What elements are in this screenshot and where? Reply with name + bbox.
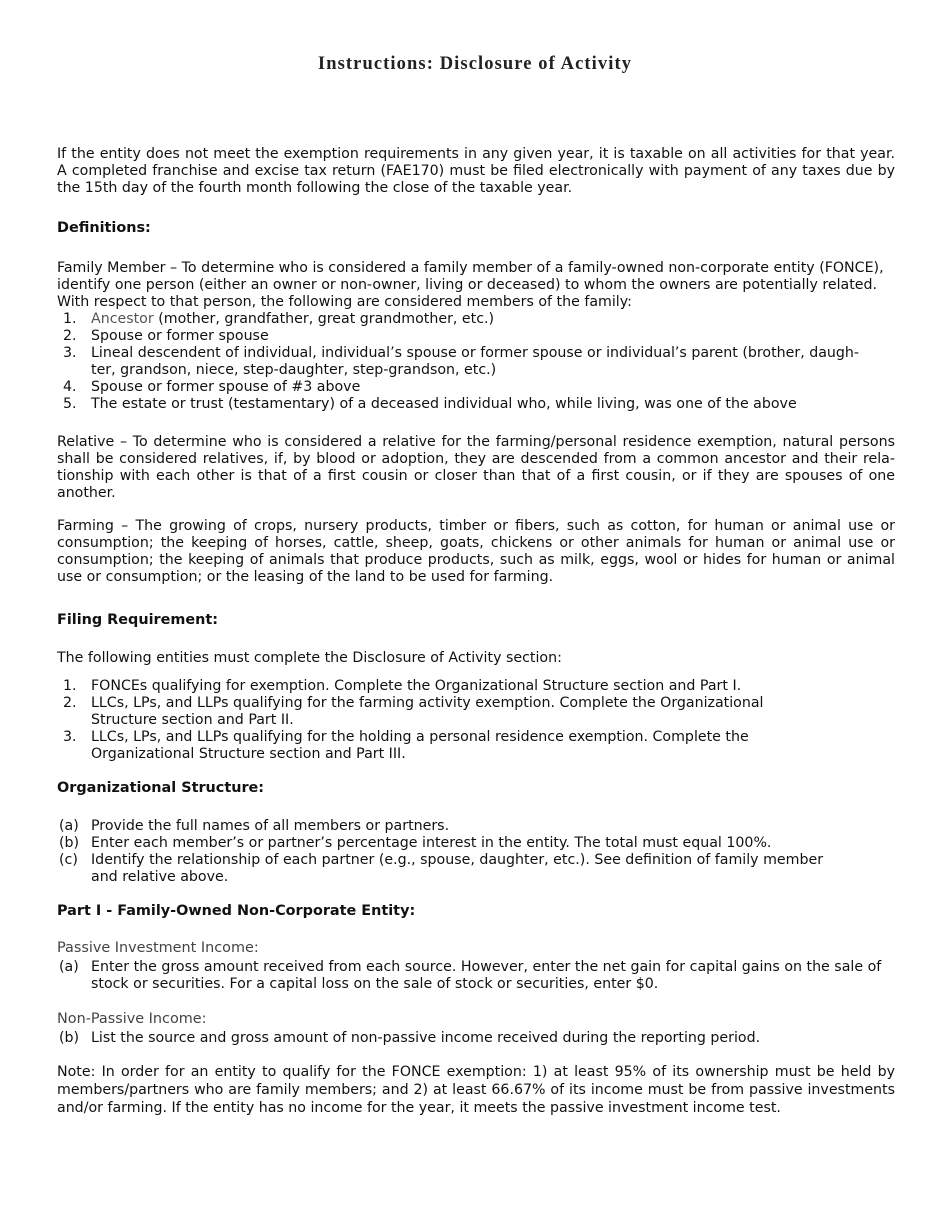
page-title: Instructions: Disclosure of Activity bbox=[317, 54, 633, 74]
list-text: List the source and gross amount of non-passive income received during the reporting period. bbox=[91, 1030, 761, 1046]
list-letter: (c) bbox=[59, 852, 78, 868]
list-letter: (b) bbox=[59, 1030, 80, 1046]
list-letter: (a) bbox=[59, 959, 79, 975]
filing-heading: Filing Requirement: bbox=[57, 612, 218, 628]
list-text: Enter each member’s or partner’s percentage interest in the entity. The total must equal 100%. bbox=[91, 835, 772, 851]
list-letter: (a) bbox=[59, 818, 79, 834]
list-item bbox=[57, 695, 895, 729]
list-number: 4. bbox=[63, 379, 77, 395]
list-text: FONCEs qualifying for exemption. Complete the Organizational Structure section and Part I. bbox=[91, 678, 742, 694]
nonpassive-income-item bbox=[57, 1030, 895, 1047]
list-item bbox=[57, 311, 895, 328]
list-item bbox=[57, 729, 895, 763]
family-list bbox=[57, 311, 895, 413]
list-number: 5. bbox=[63, 396, 77, 412]
passive-income-item bbox=[57, 959, 895, 993]
list-text: LLCs, LPs, and LLPs qualifying for the holding a personal residence exemption. Complete the Organizational Structure section and Part III. bbox=[91, 729, 749, 762]
list-text: Spouse or former spouse bbox=[91, 328, 269, 344]
filing-intro: The following entities must complete the Disclosure of Activity section: bbox=[57, 650, 562, 666]
list-number: 2. bbox=[63, 695, 77, 711]
org-list bbox=[57, 818, 895, 886]
list-text: Spouse or former spouse of #3 above bbox=[91, 379, 361, 395]
list-item bbox=[57, 396, 895, 413]
passive-income-label: Passive Investment Income: bbox=[57, 940, 259, 956]
list-letter: (b) bbox=[59, 835, 80, 851]
list-number: 3. bbox=[63, 345, 77, 361]
list-number: 3. bbox=[63, 729, 77, 745]
filing-list bbox=[57, 678, 895, 763]
list-number: 1. bbox=[63, 311, 77, 327]
list-item bbox=[57, 678, 895, 695]
list-text: Lineal descendent of individual, individual’s spouse or former spouse or individual’s parent (brother, daugh-ter, grandson, niece, step-daughter, step-grandson, etc.) bbox=[91, 345, 860, 378]
org-heading: Organizational Structure: bbox=[57, 780, 265, 796]
part1-heading: Part I - Family-Owned Non-Corporate Entity: bbox=[57, 903, 416, 919]
list-text: The estate or trust (testamentary) of a deceased individual who, while living, was one of the above bbox=[91, 396, 797, 412]
list-item bbox=[57, 852, 895, 886]
list-item bbox=[57, 818, 895, 835]
list-number: 1. bbox=[63, 678, 77, 694]
nonpassive-income-label: Non-Passive Income: bbox=[57, 1011, 207, 1027]
family-member-section bbox=[57, 260, 895, 413]
list-item bbox=[57, 345, 895, 379]
family-member-paragraph: Family Member – To determine who is considered a family member of a family-owned non-corporate entity (FONCE), identify one person (either an owner or non-owner, living or deceased) to whom the owners are potentially related. With respect to that person, the following are considered members of the family: bbox=[57, 260, 884, 310]
note-paragraph: Note: In order for an entity to qualify for the FONCE exemption: 1) at least 95% of its ownership must be held by members/partners who are family members; and 2) at least 66.67% of its income must be from passive investments and/or farming. If the entity has no income for the year, it meets the passive investment income test. bbox=[57, 1064, 895, 1116]
list-text: Identify the relationship of each partner (e.g., spouse, daughter, etc.). See definition of family member and relative above. bbox=[91, 852, 824, 885]
list-item bbox=[57, 379, 895, 396]
list-number: 2. bbox=[63, 328, 77, 344]
list-text: Enter the gross amount received from each source. However, enter the net gain for capital gains on the sale of stock or securities. For a capital loss on the sale of stock or securities, enter $0. bbox=[91, 959, 882, 992]
list-text: (mother, grandfather, great grandmother, etc.) bbox=[153, 311, 495, 327]
relative-paragraph: Relative – To determine who is considered a relative for the farming/personal residence exemption, natural persons shall be considered relatives, if, by blood or adoption, they are descended from a common ancestor and their rela-tionship with each other is that of a first cousin or closer than that of a first cousin, or if they are spouses of one another. bbox=[57, 434, 895, 501]
ancestor-term: Ancestor bbox=[91, 311, 154, 327]
list-text: Provide the full names of all members or partners. bbox=[91, 818, 450, 834]
definitions-heading: Definitions: bbox=[57, 220, 151, 236]
list-text: LLCs, LPs, and LLPs qualifying for the farming activity exemption. Complete the Organizational Structure section and Part II. bbox=[91, 695, 764, 728]
list-item bbox=[57, 835, 895, 852]
intro-paragraph: If the entity does not meet the exemption requirements in any given year, it is taxable on all activities for that year. A completed franchise and excise tax return (FAE170) must be filed electronically with payment of any taxes due by the 15th day of the fourth month following the close of the taxable year. bbox=[57, 146, 895, 196]
farming-paragraph: Farming – The growing of crops, nursery products, timber or fibers, such as cotton, for human or animal use or consumption; the keeping of horses, cattle, sheep, goats, chickens or other animals for human or animal use or consumption; the keeping of animals that produce products, such as milk, eggs, wool or hides for human or animal use or consumption; or the leasing of the land to be used for farming. bbox=[57, 518, 895, 585]
list-item bbox=[57, 328, 895, 345]
